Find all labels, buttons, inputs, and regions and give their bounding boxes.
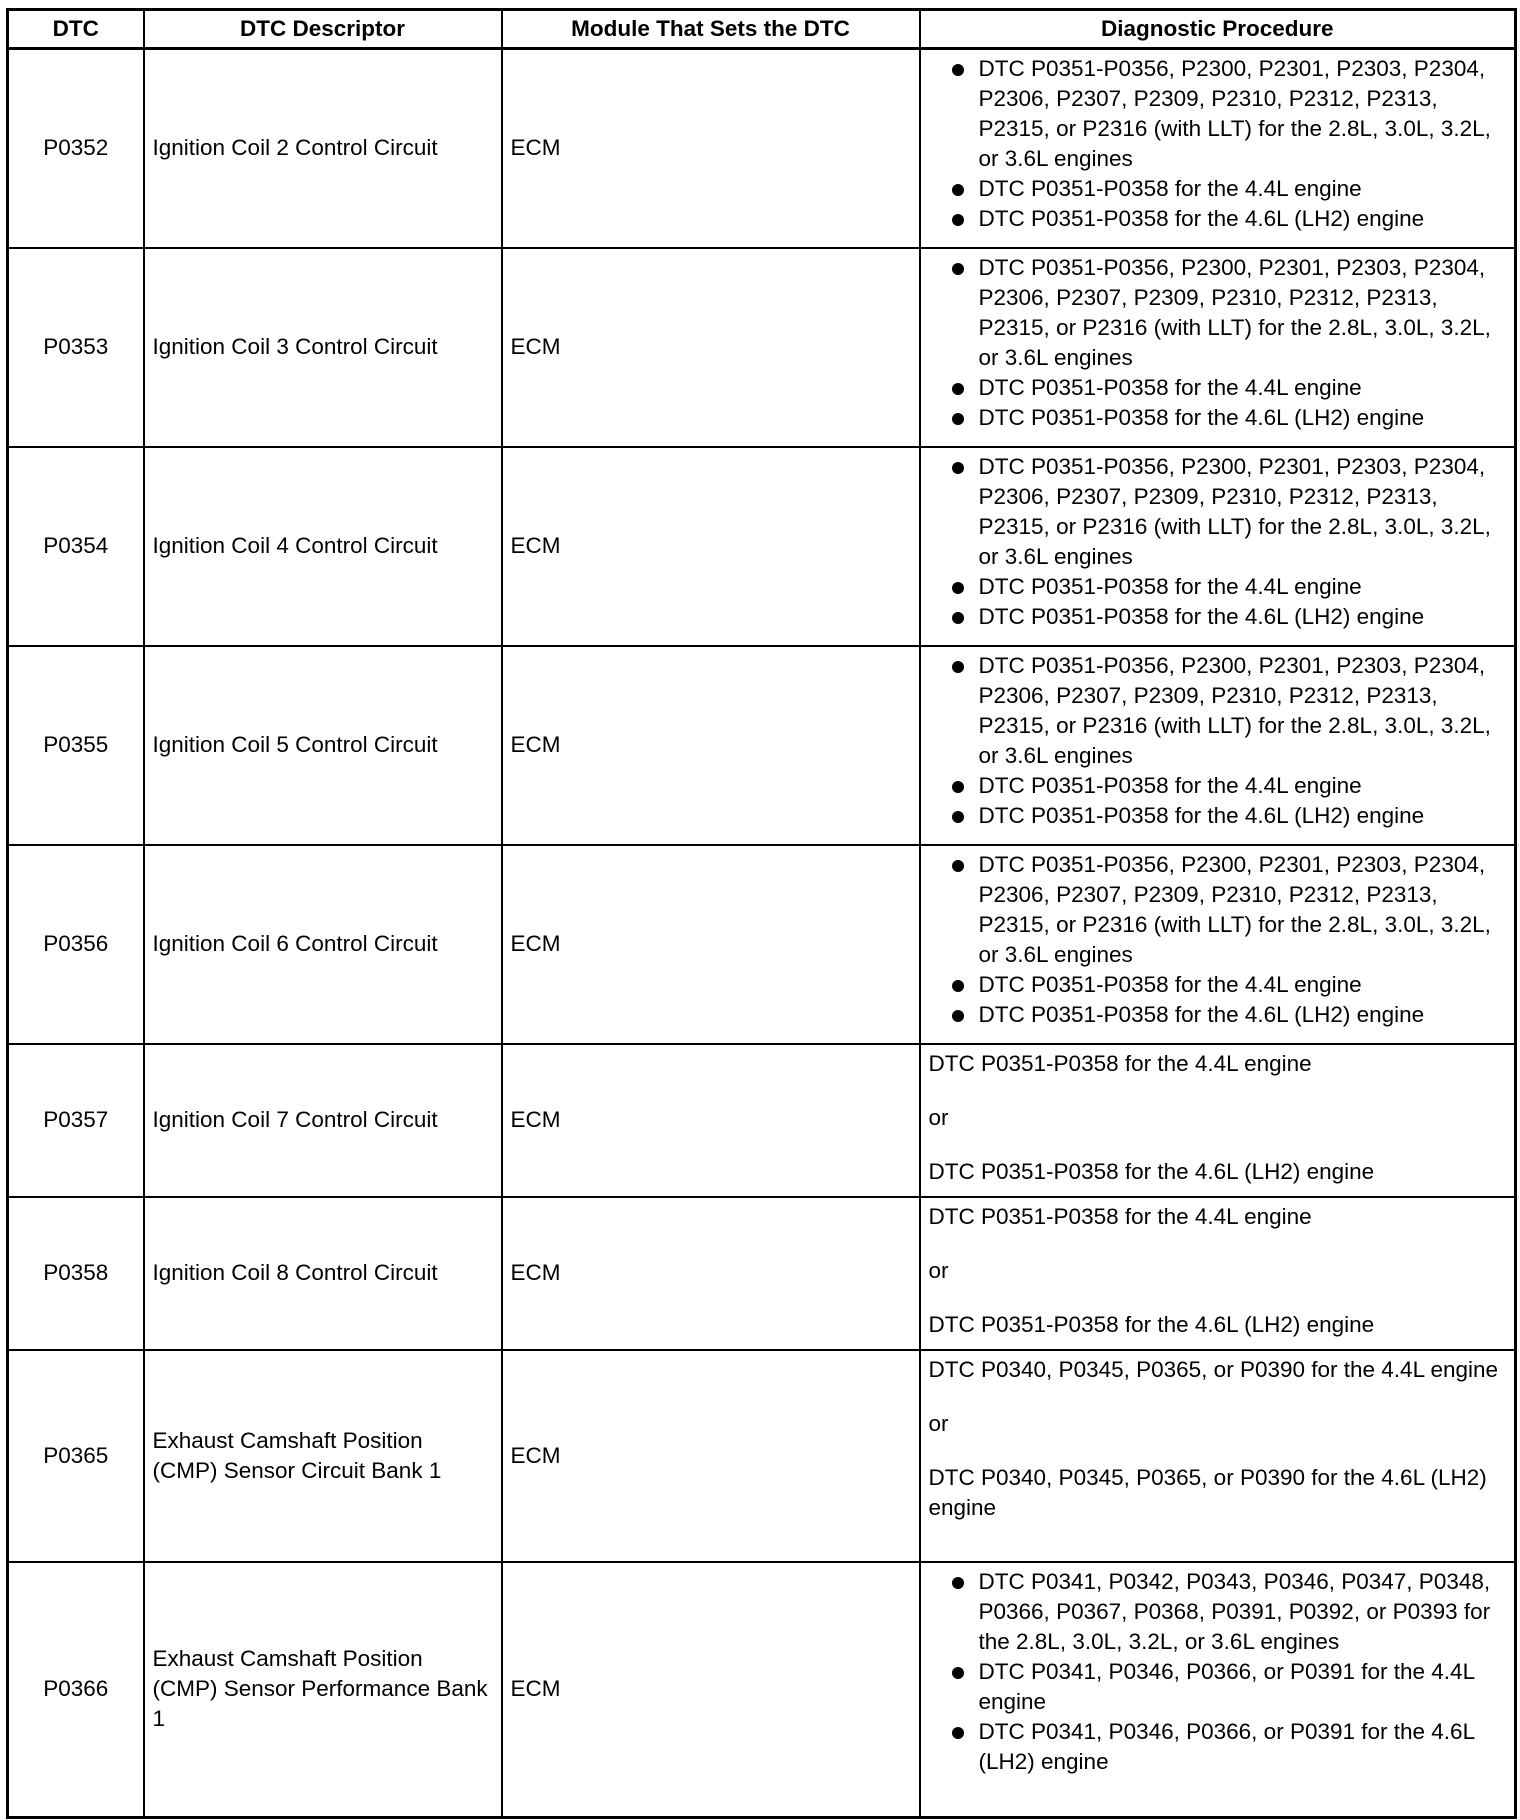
procedure-item: DTC P0351-P0356, P2300, P2301, P2303, P2304, P2306, P2307, P2309, P2310, P2312, P2313, P2315, or P2316 (with LLT) for the 2.8L, 3.0L, 3.2L, or 3.6L engines: [929, 253, 1503, 373]
dtc-descriptor: Exhaust Camshaft Position (CMP) Sensor Performance Bank 1: [144, 1562, 502, 1818]
procedure-paragraph: or: [928, 1410, 949, 1436]
header-module: Module That Sets the DTC: [502, 10, 920, 49]
table-row: [8, 49, 1516, 248]
table-header-row: [8, 10, 1516, 49]
header-dtc: DTC: [8, 10, 144, 49]
diagnostic-procedure: [920, 845, 1516, 1044]
procedure-item: DTC P0351-P0358 for the 4.6L (LH2) engine: [929, 801, 1503, 831]
dtc-descriptor: Ignition Coil 4 Control Circuit: [144, 447, 502, 646]
procedure-item: DTC P0351-P0358 for the 4.6L (LH2) engine: [929, 602, 1503, 632]
procedure-paragraph: DTC P0340, P0345, P0365, or P0390 for the 4.6L (LH2) engine: [928, 1464, 1487, 1520]
module: ECM: [502, 1044, 920, 1197]
table-row: [8, 248, 1516, 447]
dtc-code: P0352: [8, 49, 144, 248]
module: ECM: [502, 248, 920, 447]
dtc-code: P0356: [8, 845, 144, 1044]
procedure-item: DTC P0351-P0358 for the 4.4L engine: [929, 970, 1503, 1000]
procedure-list: [929, 452, 1503, 632]
header-dtc-descriptor: DTC Descriptor: [144, 10, 502, 49]
procedure-paragraph: or: [928, 1104, 949, 1130]
diagnostic-procedure: [920, 248, 1516, 447]
diagnostic-procedure: [920, 1350, 1516, 1562]
table-row: [8, 1350, 1516, 1562]
procedure-text: [929, 1202, 1503, 1340]
procedure-item: DTC P0351-P0356, P2300, P2301, P2303, P2304, P2306, P2307, P2309, P2310, P2312, P2313, P2315, or P2316 (with LLT) for the 2.8L, 3.0L, 3.2L, or 3.6L engines: [929, 452, 1503, 572]
procedure-paragraph: DTC P0351-P0358 for the 4.6L (LH2) engine: [928, 1158, 1375, 1184]
procedure-item: DTC P0351-P0358 for the 4.6L (LH2) engine: [929, 204, 1503, 234]
procedure-item: DTC P0351-P0358 for the 4.4L engine: [929, 174, 1503, 204]
procedure-item: DTC P0351-P0356, P2300, P2301, P2303, P2304, P2306, P2307, P2309, P2310, P2312, P2313, P2315, or P2316 (with LLT) for the 2.8L, 3.0L, 3.2L, or 3.6L engines: [929, 651, 1503, 771]
procedure-list: [929, 253, 1503, 433]
diagnostic-procedure: [920, 1562, 1516, 1818]
table-row: [8, 447, 1516, 646]
module: ECM: [502, 1562, 920, 1818]
procedure-item: DTC P0351-P0358 for the 4.4L engine: [929, 373, 1503, 403]
dtc-table: [6, 8, 1517, 1819]
dtc-descriptor: Ignition Coil 3 Control Circuit: [144, 248, 502, 447]
dtc-descriptor: Ignition Coil 8 Control Circuit: [144, 1197, 502, 1350]
table-row: [8, 1044, 1516, 1197]
procedure-text: [929, 1355, 1503, 1523]
diagnostic-procedure: [920, 49, 1516, 248]
dtc-descriptor: Ignition Coil 2 Control Circuit: [144, 49, 502, 248]
module: ECM: [502, 447, 920, 646]
procedure-item: DTC P0341, P0342, P0343, P0346, P0347, P0348, P0366, P0367, P0368, P0391, P0392, or P0393 for the 2.8L, 3.0L, 3.2L, or 3.6L engines: [929, 1567, 1503, 1657]
dtc-descriptor: Ignition Coil 7 Control Circuit: [144, 1044, 502, 1197]
procedure-item: DTC P0341, P0346, P0366, or P0391 for the 4.6L (LH2) engine: [929, 1717, 1503, 1777]
procedure-item: DTC P0351-P0358 for the 4.4L engine: [929, 771, 1503, 801]
procedure-item: DTC P0351-P0358 for the 4.6L (LH2) engine: [929, 403, 1503, 433]
dtc-code: P0357: [8, 1044, 144, 1197]
dtc-code: P0354: [8, 447, 144, 646]
procedure-list: [929, 651, 1503, 831]
procedure-item: DTC P0341, P0346, P0366, or P0391 for the 4.4L engine: [929, 1657, 1503, 1717]
module: ECM: [502, 1197, 920, 1350]
procedure-text: [929, 1049, 1503, 1187]
procedure-item: DTC P0351-P0358 for the 4.4L engine: [929, 572, 1503, 602]
diagnostic-procedure: [920, 1197, 1516, 1350]
module: ECM: [502, 646, 920, 845]
dtc-code: P0353: [8, 248, 144, 447]
procedure-paragraph: DTC P0351-P0358 for the 4.6L (LH2) engine: [928, 1311, 1375, 1337]
dtc-code: P0365: [8, 1350, 144, 1562]
diagnostic-procedure: [920, 1044, 1516, 1197]
procedure-paragraph: DTC P0340, P0345, P0365, or P0390 for the 4.4L engine: [928, 1356, 1499, 1382]
procedure-paragraph: DTC P0351-P0358 for the 4.4L engine: [928, 1050, 1312, 1076]
module: ECM: [502, 1350, 920, 1562]
table-row: [8, 845, 1516, 1044]
table-row: [8, 1197, 1516, 1350]
dtc-descriptor: Ignition Coil 5 Control Circuit: [144, 646, 502, 845]
procedure-list: [929, 1567, 1503, 1777]
procedure-item: DTC P0351-P0356, P2300, P2301, P2303, P2304, P2306, P2307, P2309, P2310, P2312, P2313, P2315, or P2316 (with LLT) for the 2.8L, 3.0L, 3.2L, or 3.6L engines: [929, 54, 1503, 174]
procedure-paragraph: or: [928, 1257, 949, 1283]
procedure-paragraph: DTC P0351-P0358 for the 4.4L engine: [928, 1203, 1312, 1229]
dtc-descriptor: Exhaust Camshaft Position (CMP) Sensor Circuit Bank 1: [144, 1350, 502, 1562]
module: ECM: [502, 845, 920, 1044]
header-diagnostic-procedure: Diagnostic Procedure: [920, 10, 1516, 49]
procedure-list: [929, 850, 1503, 1030]
diagnostic-procedure: [920, 447, 1516, 646]
diagnostic-procedure: [920, 646, 1516, 845]
module: ECM: [502, 49, 920, 248]
procedure-item: DTC P0351-P0358 for the 4.6L (LH2) engine: [929, 1000, 1503, 1030]
dtc-code: P0366: [8, 1562, 144, 1818]
procedure-list: [929, 54, 1503, 234]
dtc-code: P0358: [8, 1197, 144, 1350]
dtc-code: P0355: [8, 646, 144, 845]
table-row: [8, 646, 1516, 845]
table-row: [8, 1562, 1516, 1818]
dtc-descriptor: Ignition Coil 6 Control Circuit: [144, 845, 502, 1044]
procedure-item: DTC P0351-P0356, P2300, P2301, P2303, P2304, P2306, P2307, P2309, P2310, P2312, P2313, P2315, or P2316 (with LLT) for the 2.8L, 3.0L, 3.2L, or 3.6L engines: [929, 850, 1503, 970]
